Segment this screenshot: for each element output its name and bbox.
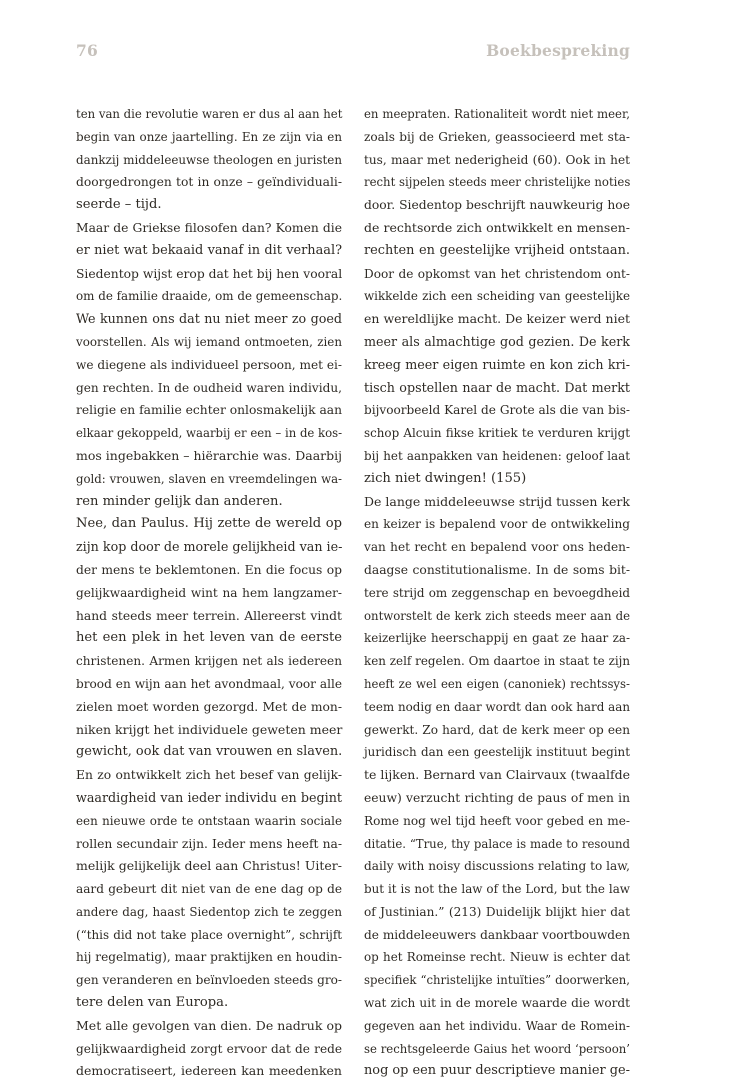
text-line: ontworstelt de kerk zich steeds meer aan de xyxy=(364,608,630,623)
text-line: zich niet dwingen! (155) xyxy=(364,470,527,486)
text-line: schop Alcuin fikse kritiek te verduren krijgt xyxy=(364,426,630,441)
text-line: seerde – tijd. xyxy=(76,197,162,213)
text-line: andere dag, haast Siedentop zich te zeggen xyxy=(76,904,342,919)
text-line: dankzij middeleeuwse theologen en juristen xyxy=(76,152,342,167)
text-line: het een plek in het leven van de eerste xyxy=(76,630,342,646)
text-line: gold: vrouwen, slaven en vreemdelingen wa- xyxy=(76,471,342,486)
text-line: voorstellen. Als wij iemand ontmoeten, zien xyxy=(76,334,342,349)
text-line: hand steeds meer terrein. Allereerst vindt xyxy=(76,608,342,623)
text-line: gegeven aan het individu. Waar de Romein- xyxy=(364,1018,630,1033)
left-text-column xyxy=(76,103,342,1083)
text-line: de middeleeuwers dankbaar voortbouwden xyxy=(364,927,630,942)
text-line: er niet wat bekaaid vanaf in dit verhaal? xyxy=(76,242,342,258)
text-line: tus, maar met nederigheid (60). Ook in het xyxy=(364,152,630,167)
text-line: keizerlijke heerschappij en gaat ze haar za- xyxy=(364,631,630,646)
text-line: der mens te beklemtonen. En die focus op xyxy=(76,562,342,577)
text-line: kreeg meer eigen ruimte en kon zich kri- xyxy=(364,356,630,372)
text-line: zijn kop door de morele gelijkheid van ie- xyxy=(76,539,343,555)
text-line: daagse constitutionalisme. In de soms bit- xyxy=(364,562,630,577)
section-title: Boekbespreking xyxy=(486,41,630,60)
text-line: gewerkt. Zo hard, dat de kerk meer op een xyxy=(364,722,630,737)
text-line: hij regelmatig), maar praktijken en houdin- xyxy=(76,950,342,965)
text-line: religie en familie echter onlosmakelijk aan xyxy=(76,403,343,418)
text-line: specifiek “christelijke intuïties” doorwerken, xyxy=(364,973,630,988)
text-line: gelijkwaardigheid zorgt ervoor dat de rede xyxy=(76,1041,342,1056)
text-line: waardigheid van ieder individu en begint xyxy=(76,789,342,805)
text-line: op het Romeinse recht. Nieuw is echter dat xyxy=(364,950,630,965)
text-line: rechten en geestelijke vrijheid ontstaan. xyxy=(364,242,630,258)
text-line: te lijken. Bernard van Clairvaux (twaalfde xyxy=(364,767,630,783)
text-line: melijk gelijkelijk deel aan Christus! Uiter- xyxy=(76,858,342,874)
text-line: juridisch dan een geestelijk instituut begint xyxy=(364,745,630,760)
text-line: bij het aanpakken van heidenen: geloof laat xyxy=(364,448,630,463)
text-line: niken krijgt het individuele geweten meer xyxy=(76,721,343,737)
text-line: (“this did not take place overnight”, schrijft xyxy=(76,927,342,942)
running-header xyxy=(76,41,630,60)
text-line: Siedentop wijst erop dat het bij hen vooral xyxy=(76,266,343,281)
text-line: recht sijpelen steeds meer christelijke noties xyxy=(364,175,631,190)
text-line: Nee, dan Paulus. Hij zette de wereld op xyxy=(76,516,342,532)
text-line: gewicht, ook dat van vrouwen en slaven. xyxy=(76,744,343,760)
text-line: nog op een puur descriptieve manier ge- xyxy=(364,1063,630,1079)
text-line: ken zelf regelen. Om daartoe in staat te zijn xyxy=(364,654,630,669)
text-line: De lange middeleeuwse strijd tussen kerk xyxy=(364,493,630,509)
text-line: teem nodig en daar wordt dan ook hard aan xyxy=(364,699,630,714)
text-line: en meepraten. Rationaliteit wordt niet meer, xyxy=(364,107,630,121)
text-line: zielen moet worden gezorgd. Met de mon- xyxy=(76,699,342,714)
text-line: bijvoorbeeld Karel de Grote als die van bis- xyxy=(364,403,630,418)
text-line: gen rechten. In de oudheid waren individu, xyxy=(76,380,342,395)
text-line: van het recht en bepalend voor ons heden- xyxy=(364,540,630,555)
text-line: tisch opstellen naar de macht. Dat merkt xyxy=(364,379,630,395)
text-line: eeuw) verzucht richting de paus of men in xyxy=(364,790,630,805)
text-line: rollen secundair zijn. Ieder mens heeft na- xyxy=(76,836,342,851)
text-line: we diegene als individueel persoon, met ei- xyxy=(76,357,342,372)
text-line: of Justinian.” (213) Duidelijk blijkt hier dat xyxy=(364,904,630,919)
right-text-column xyxy=(364,103,630,1083)
text-line: en keizer is bepalend voor de ontwikkeling xyxy=(364,517,630,532)
text-line: heeft ze wel een eigen (canoniek) rechtssys- xyxy=(364,676,630,691)
text-line: meer als almachtige god gezien. De kerk xyxy=(364,333,630,349)
text-line: Rome nog wel tijd heeft voor gebed en me- xyxy=(364,813,630,828)
text-line: En zo ontwikkelt zich het besef van gelijk- xyxy=(76,768,342,783)
text-line: aard gebeurt dit niet van de ene dag op de xyxy=(76,882,342,897)
text-line: elkaar gekoppeld, waarbij er een – in de kos- xyxy=(76,426,343,441)
text-line: ditatie. “True, thy palace is made to resound xyxy=(364,836,630,851)
text-line: Met alle gevolgen van dien. De nadruk op xyxy=(76,1017,342,1033)
text-line: Door de opkomst van het christendom ont- xyxy=(364,266,630,281)
text-line: daily with noisy discussions relating to law, xyxy=(364,859,630,874)
text-line: doorgedrongen tot in onze – geïndividuali- xyxy=(76,175,342,190)
text-line: se rechtsgeleerde Gaius het woord ‘persoon’ xyxy=(364,1041,630,1056)
text-line: een nieuwe orde te ontstaan waarin sociale xyxy=(76,813,342,828)
text-line: democratiseert, iedereen kan meedenken xyxy=(76,1063,342,1079)
text-line: door. Siedentop beschrijft nauwkeurig hoe xyxy=(364,198,630,213)
text-line: mos ingebakken – hiërarchie was. Daarbij xyxy=(76,447,343,463)
text-line: gelijkwaardigheid wint na hem langzamer- xyxy=(76,585,342,600)
text-line: We kunnen ons dat nu niet meer zo goed xyxy=(76,311,342,327)
text-line: zoals bij de Grieken, geassocieerd met sta- xyxy=(364,129,630,144)
text-line: wat zich uit in de morele waarde die wordt xyxy=(364,996,630,1011)
text-line: ten van die revolutie waren er dus al aan het xyxy=(76,107,343,121)
text-line: de rechtsorde zich ontwikkelt en mensen- xyxy=(364,219,630,235)
text-line: gen veranderen en beïnvloeden steeds gro- xyxy=(76,973,342,988)
text-line: begin van onze jaartelling. En ze zijn via en xyxy=(76,129,342,144)
text-line: wikkelde zich een scheiding van geestelijke xyxy=(364,289,630,304)
text-line: Maar de Griekse filosofen dan? Komen die xyxy=(76,220,342,235)
page-number: 76 xyxy=(76,41,98,60)
text-line: tere delen van Europa. xyxy=(76,995,229,1011)
text-line: brood en wijn aan het avondmaal, voor alle xyxy=(76,676,342,691)
text-line: om de familie draaide, om de gemeenschap. xyxy=(76,289,343,304)
text-line: but it is not the law of the Lord, but the law xyxy=(364,882,630,897)
text-line: en wereldlijke macht. De keizer werd niet xyxy=(364,311,630,327)
text-line: tere strijd om zeggenschap en bevoegdheid xyxy=(364,585,630,600)
text-line: christenen. Armen krijgen net als iedereen xyxy=(76,654,342,669)
text-line: ren minder gelijk dan anderen. xyxy=(76,493,283,509)
